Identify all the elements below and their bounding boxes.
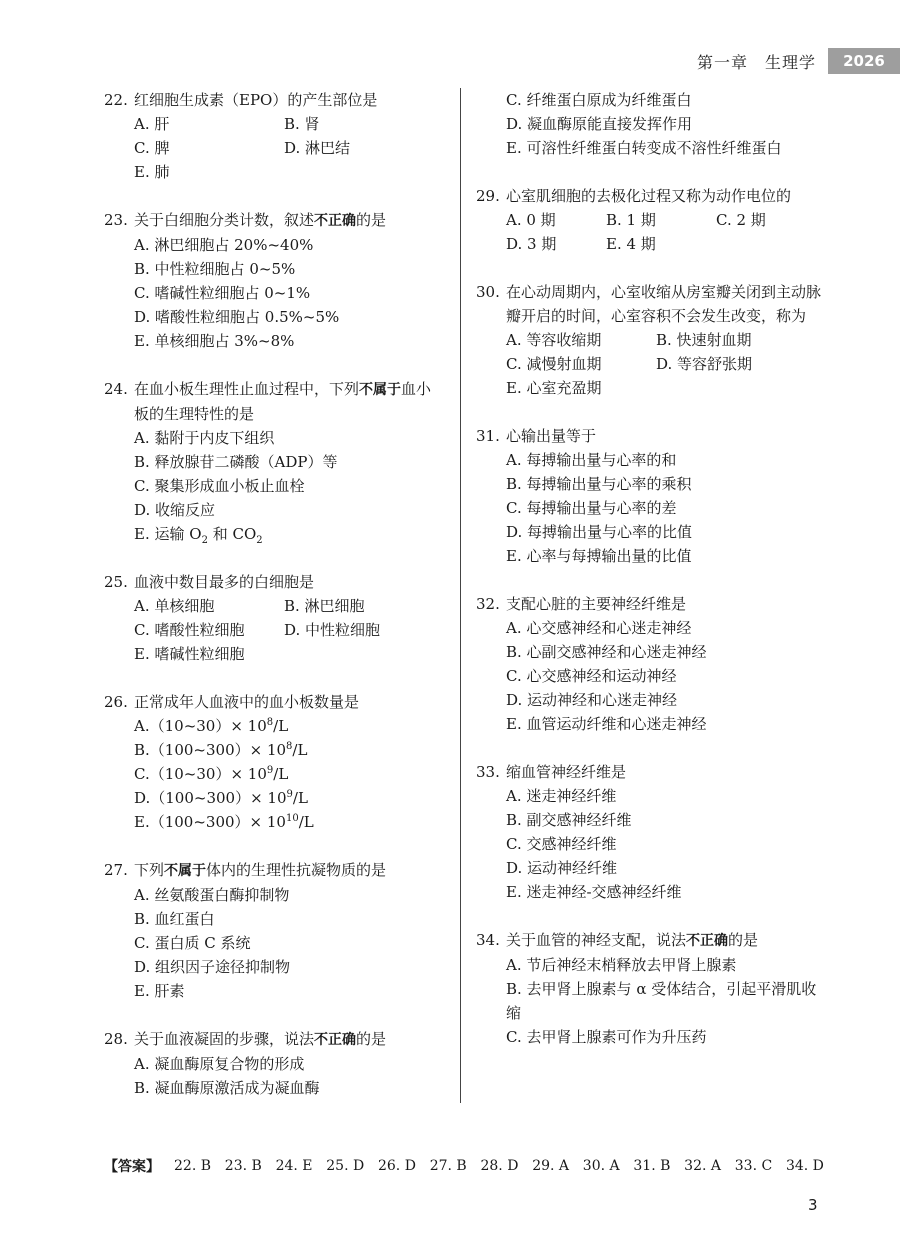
option-e: E. 心室充盈期 <box>506 379 602 397</box>
option-b: B. 副交感神经纤维 <box>506 811 632 829</box>
option-a: A. 心交感神经和心迷走神经 <box>506 619 692 637</box>
question-number: 25. <box>104 573 128 591</box>
answer-item: 34. D <box>785 1158 824 1174</box>
question-number: 33. <box>476 763 500 781</box>
option-d: D. 运动神经和心迷走神经 <box>506 691 678 709</box>
option-d: D. 每搏输出量与心率的比值 <box>506 523 693 541</box>
answer-key <box>104 1156 824 1176</box>
option-a: A. 肝 <box>134 115 170 133</box>
option-c: C. 2 期 <box>716 211 766 229</box>
option-c: C. 聚集形成血小板止血栓 <box>134 477 305 495</box>
question-31 <box>476 424 826 568</box>
question-number: 23. <box>104 211 128 229</box>
answer-item: 31. B <box>633 1158 671 1174</box>
option-a: A. 丝氨酸蛋白酶抑制物 <box>134 886 290 904</box>
option-d: D. 淋巴结 <box>284 139 351 157</box>
question-33 <box>476 760 826 904</box>
option-e: E. 单核细胞占 3%~8% <box>134 332 295 350</box>
emphasis: 不属于 <box>359 382 402 398</box>
option-b: B. 血红蛋白 <box>134 910 215 928</box>
answer-item: 27. B <box>429 1158 467 1174</box>
option-e: E. 4 期 <box>606 235 656 253</box>
option-b: B. 1 期 <box>606 211 656 229</box>
option-b: B. 快速射血期 <box>656 331 752 349</box>
option-a: A. 凝血酶原复合物的形成 <box>134 1055 305 1073</box>
option-d: D. 等容舒张期 <box>656 355 753 373</box>
question-number: 29. <box>476 187 500 205</box>
option-e: E. 迷走神经-交感神经纤维 <box>506 883 682 901</box>
option-c: C. 心交感神经和运动神经 <box>506 667 677 685</box>
page-number: 3 <box>808 1196 818 1214</box>
emphasis: 不正确 <box>314 1032 357 1048</box>
question-23 <box>104 208 444 353</box>
option-d: D. 组织因子途径抑制物 <box>134 958 291 976</box>
answer-item: 32. A <box>684 1158 721 1174</box>
option-e: E. 可溶性纤维蛋白转变成不溶性纤维蛋白 <box>506 139 782 157</box>
question-26 <box>104 690 444 834</box>
answer-item: 28. D <box>480 1158 519 1174</box>
option-a: A. 黏附于内皮下组织 <box>134 429 275 447</box>
question-28-continued <box>476 88 826 160</box>
option-e: E. 血管运动纤维和心迷走神经 <box>506 715 707 733</box>
option-b: B. 释放腺苷二磷酸（ADP）等 <box>134 453 338 471</box>
option-c: C. 每搏输出量与心率的差 <box>506 499 677 517</box>
answer-key-list <box>174 1158 824 1174</box>
option-b: B. 肾 <box>284 115 320 133</box>
question-number: 32. <box>476 595 500 613</box>
answer-key-label: 【答案】 <box>104 1159 160 1175</box>
option-e: E. 运输 $O_2$ 和 $CO_2$ <box>134 525 263 546</box>
emphasis: 不属于 <box>164 863 207 879</box>
question-stem: 心输出量等于 <box>506 427 597 445</box>
option-d: D. 3 期 <box>506 235 557 253</box>
option-c: C.（10~30）× $10^9/L$ <box>134 765 289 783</box>
option-a: A. 单核细胞 <box>134 597 215 615</box>
question-27 <box>104 858 444 1003</box>
option-c: C. 蛋白质 C 系统 <box>134 934 251 952</box>
option-b: B. 中性粒细胞占 0~5% <box>134 260 296 278</box>
question-number: 27. <box>104 861 128 879</box>
option-d: D. 运动神经纤维 <box>506 859 618 877</box>
question-stem: 在血小板生理性止血过程中，下列不属于血小板的生理特性的是 <box>134 380 432 423</box>
question-32 <box>476 592 826 736</box>
option-c: C. 纤维蛋白原成为纤维蛋白 <box>506 91 692 109</box>
question-number: 24. <box>104 380 128 398</box>
year-badge: 2026 <box>828 48 900 74</box>
left-column <box>104 88 444 1124</box>
page-header <box>697 48 900 74</box>
question-stem: 关于白细胞分类计数，叙述不正确的是 <box>134 211 387 229</box>
option-d: D. 中性粒细胞 <box>284 621 381 639</box>
option-e: E. 心率与每搏输出量的比值 <box>506 547 692 565</box>
question-stem: 在心动周期内，心室收缩从房室瓣关闭到主动脉瓣开启的时间，心室容积不会发生改变，称为 <box>506 283 822 325</box>
question-stem: 关于血液凝固的步骤，说法不正确的是 <box>134 1030 387 1048</box>
option-e: E.（100~300）× $10^{10}/L$ <box>134 813 314 831</box>
option-b: B. 心副交感神经和心迷走神经 <box>506 643 707 661</box>
question-22 <box>104 88 444 184</box>
question-stem: 下列不属于体内的生理性抗凝物质的是 <box>134 861 387 879</box>
option-d: D.（100~300）× $10^9/L$ <box>134 789 308 807</box>
answer-item: 23. B <box>224 1158 262 1174</box>
question-stem: 正常成年人血液中的血小板数量是 <box>134 693 360 711</box>
question-29 <box>476 184 826 256</box>
question-24 <box>104 377 444 546</box>
option-b: B. 凝血酶原激活成为凝血酶 <box>134 1079 320 1097</box>
question-number: 34. <box>476 931 500 949</box>
question-number: 22. <box>104 91 128 109</box>
option-a: A. 淋巴细胞占 20%~40% <box>134 236 314 254</box>
chapter-title: 第一章 生理学 <box>696 52 816 72</box>
option-c: C. 嗜酸性粒细胞 <box>134 621 245 639</box>
question-number: 31. <box>476 427 500 445</box>
question-25 <box>104 570 444 666</box>
option-b: B. 每搏输出量与心率的乘积 <box>506 475 692 493</box>
question-30 <box>476 280 826 400</box>
question-number: 28. <box>104 1030 128 1048</box>
question-28 <box>104 1027 444 1100</box>
option-a: A. 0 期 <box>506 211 556 229</box>
question-stem: 支配心脏的主要神经纤维是 <box>506 595 687 613</box>
question-stem: 红细胞生成素（EPO）的产生部位是 <box>134 91 378 109</box>
right-column <box>476 88 826 1073</box>
question-number: 30. <box>476 283 500 301</box>
question-stem: 血液中数目最多的白细胞是 <box>134 573 315 591</box>
question-number: 26. <box>104 693 128 711</box>
option-b: B. 淋巴细胞 <box>284 597 365 615</box>
question-stem: 关于血管的神经支配，说法不正确的是 <box>506 931 759 949</box>
option-c: C. 脾 <box>134 139 170 157</box>
option-c: C. 嗜碱性粒细胞占 0~1% <box>134 284 311 302</box>
option-a: A. 每搏输出量与心率的和 <box>506 451 677 469</box>
answer-item: 22. B <box>174 1158 212 1174</box>
option-a: A.（10~30）× $10^8/L$ <box>134 717 289 735</box>
option-e: E. 嗜碱性粒细胞 <box>134 645 245 663</box>
option-e: E. 肝素 <box>134 982 185 1000</box>
option-c: C. 去甲肾上腺素可作为升压药 <box>506 1028 707 1046</box>
emphasis: 不正确 <box>314 213 357 229</box>
option-d: D. 嗜酸性粒细胞占 0.5%~5% <box>134 308 340 326</box>
option-a: A. 节后神经末梢释放去甲肾上腺素 <box>506 956 737 974</box>
question-stem: 心室肌细胞的去极化过程又称为动作电位的 <box>506 187 792 205</box>
option-a: A. 等容收缩期 <box>506 331 602 349</box>
option-a: A. 迷走神经纤维 <box>506 787 617 805</box>
answer-item: 25. D <box>326 1158 365 1174</box>
option-c: C. 交感神经纤维 <box>506 835 617 853</box>
answer-item: 30. A <box>582 1158 620 1174</box>
column-divider <box>460 88 461 1103</box>
option-b: B. 去甲肾上腺素与 α 受体结合，引起平滑肌收缩 <box>506 980 817 1022</box>
emphasis: 不正确 <box>686 933 729 949</box>
option-e: E. 肺 <box>134 163 170 181</box>
option-b: B.（100~300）× $10^8/L$ <box>134 741 308 759</box>
answer-item: 24. E <box>275 1158 313 1174</box>
question-34 <box>476 928 826 1049</box>
answer-item: 26. D <box>377 1158 416 1174</box>
option-d: D. 凝血酶原能直接发挥作用 <box>506 115 693 133</box>
answer-item: 33. C <box>734 1158 773 1174</box>
option-d: D. 收缩反应 <box>134 501 216 519</box>
question-stem: 缩血管神经纤维是 <box>506 763 627 781</box>
option-c: C. 减慢射血期 <box>506 355 602 373</box>
answer-item: 29. A <box>532 1158 570 1174</box>
